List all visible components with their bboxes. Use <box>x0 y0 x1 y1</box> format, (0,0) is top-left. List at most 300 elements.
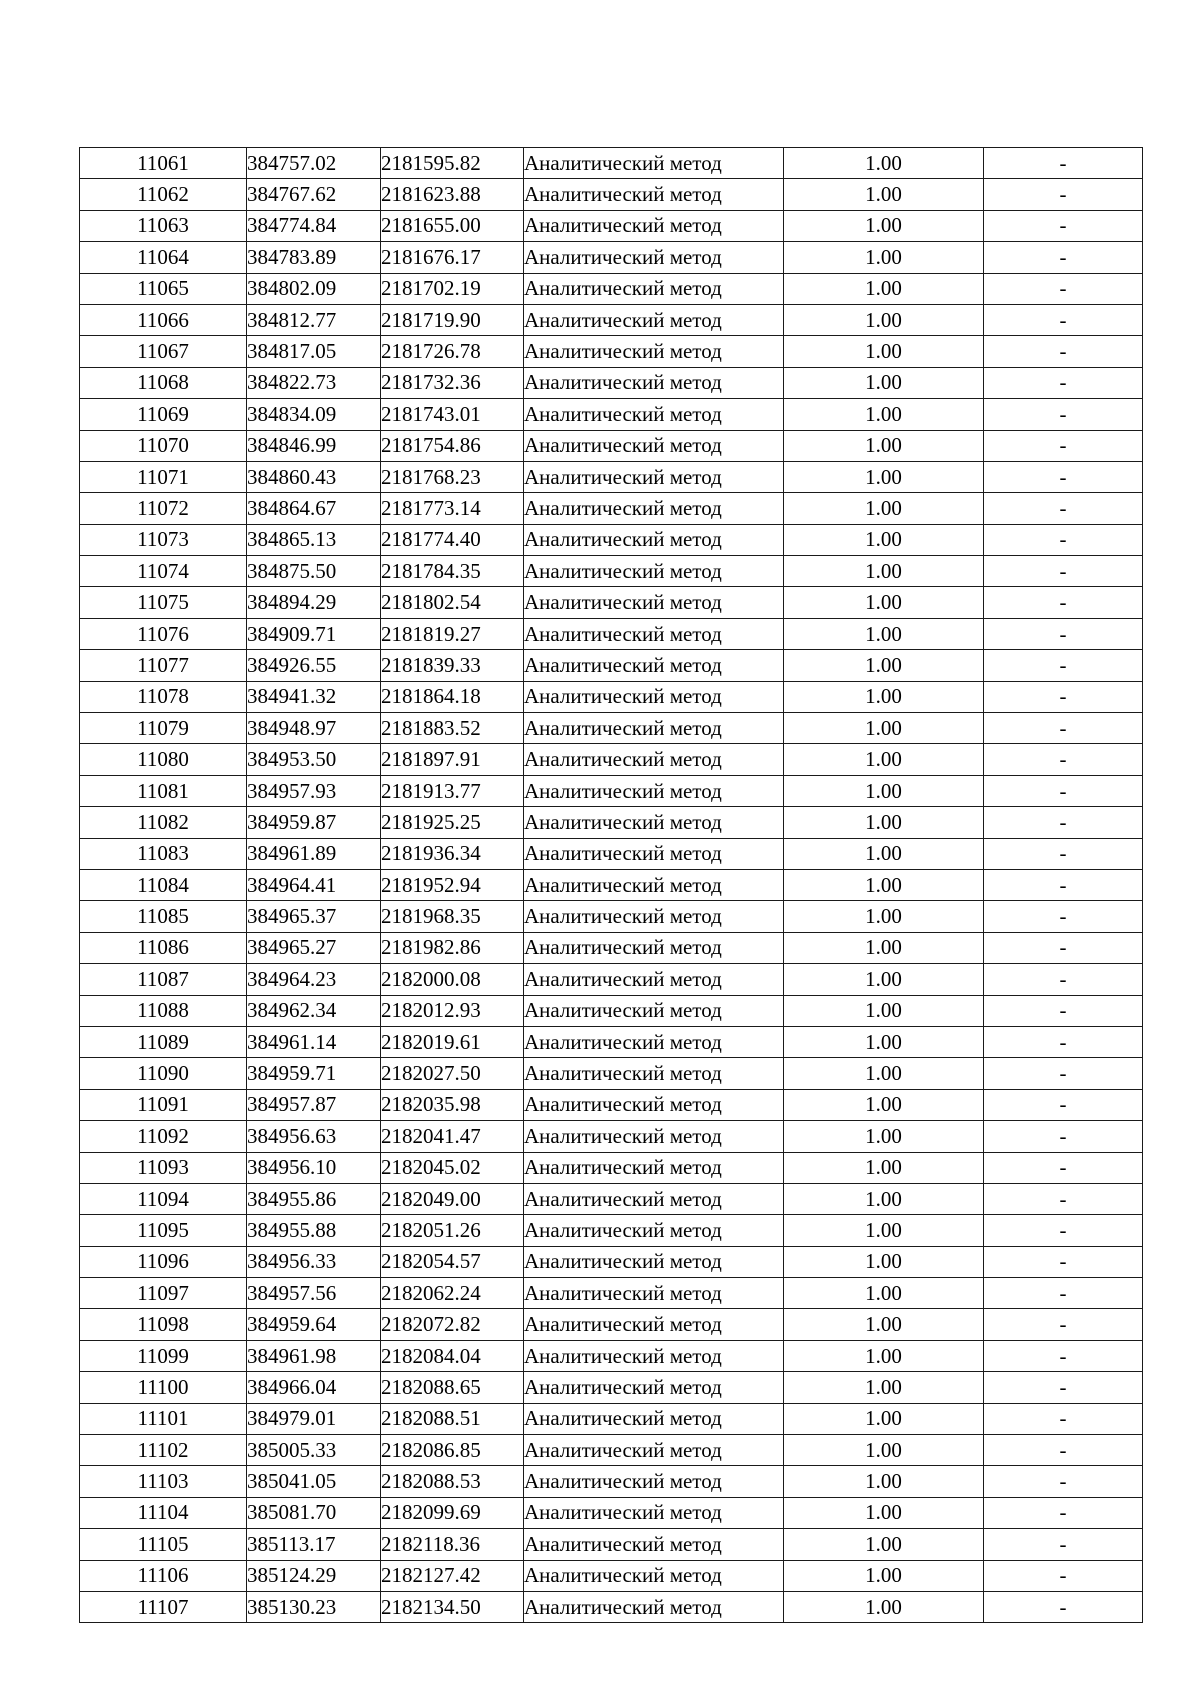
note-cell: - <box>984 1058 1143 1089</box>
method-cell: Аналитический метод <box>524 304 784 335</box>
point-number-cell: 11087 <box>80 964 247 995</box>
point-number-cell: 11084 <box>80 869 247 900</box>
table-row <box>80 1340 1143 1371</box>
accuracy-cell: 1.00 <box>784 1152 984 1183</box>
note-cell: - <box>984 932 1143 963</box>
accuracy-cell: 1.00 <box>784 1560 984 1591</box>
accuracy-cell: 1.00 <box>784 273 984 304</box>
method-cell: Аналитический метод <box>524 1246 784 1277</box>
accuracy-cell: 1.00 <box>784 399 984 430</box>
note-cell: - <box>984 304 1143 335</box>
x-coordinate-cell: 385124.29 <box>247 1560 381 1591</box>
y-coordinate-cell: 2181864.18 <box>381 681 524 712</box>
note-cell: - <box>984 1529 1143 1560</box>
table-row <box>80 744 1143 775</box>
point-number-cell: 11085 <box>80 901 247 932</box>
table-row <box>80 995 1143 1026</box>
note-cell: - <box>984 1466 1143 1497</box>
method-cell: Аналитический метод <box>524 964 784 995</box>
x-coordinate-cell: 384962.34 <box>247 995 381 1026</box>
table-row <box>80 524 1143 555</box>
note-cell: - <box>984 556 1143 587</box>
y-coordinate-cell: 2182062.24 <box>381 1278 524 1309</box>
point-number-cell: 11099 <box>80 1340 247 1371</box>
y-coordinate-cell: 2182118.36 <box>381 1529 524 1560</box>
y-coordinate-cell: 2182051.26 <box>381 1215 524 1246</box>
table-row <box>80 1591 1143 1622</box>
accuracy-cell: 1.00 <box>784 587 984 618</box>
x-coordinate-cell: 384965.27 <box>247 932 381 963</box>
y-coordinate-cell: 2182086.85 <box>381 1435 524 1466</box>
accuracy-cell: 1.00 <box>784 901 984 932</box>
table-row <box>80 964 1143 995</box>
point-number-cell: 11102 <box>80 1435 247 1466</box>
x-coordinate-cell: 384767.62 <box>247 179 381 210</box>
point-number-cell: 11106 <box>80 1560 247 1591</box>
note-cell: - <box>984 838 1143 869</box>
x-coordinate-cell: 384956.63 <box>247 1121 381 1152</box>
table-row <box>80 869 1143 900</box>
note-cell: - <box>984 493 1143 524</box>
point-number-cell: 11094 <box>80 1183 247 1214</box>
table-row <box>80 713 1143 744</box>
accuracy-cell: 1.00 <box>784 1089 984 1120</box>
table-row <box>80 273 1143 304</box>
note-cell: - <box>984 869 1143 900</box>
x-coordinate-cell: 384959.87 <box>247 807 381 838</box>
table-row <box>80 1215 1143 1246</box>
y-coordinate-cell: 2181743.01 <box>381 399 524 430</box>
point-number-cell: 11063 <box>80 210 247 241</box>
note-cell: - <box>984 587 1143 618</box>
coordinates-table <box>79 147 1143 1623</box>
method-cell: Аналитический метод <box>524 336 784 367</box>
point-number-cell: 11071 <box>80 461 247 492</box>
table-row <box>80 1246 1143 1277</box>
note-cell: - <box>984 148 1143 179</box>
method-cell: Аналитический метод <box>524 556 784 587</box>
y-coordinate-cell: 2182134.50 <box>381 1591 524 1622</box>
y-coordinate-cell: 2181702.19 <box>381 273 524 304</box>
accuracy-cell: 1.00 <box>784 179 984 210</box>
x-coordinate-cell: 384965.37 <box>247 901 381 932</box>
note-cell: - <box>984 1246 1143 1277</box>
note-cell: - <box>984 430 1143 461</box>
table-row <box>80 901 1143 932</box>
point-number-cell: 11072 <box>80 493 247 524</box>
table-row <box>80 1372 1143 1403</box>
y-coordinate-cell: 2182054.57 <box>381 1246 524 1277</box>
note-cell: - <box>984 399 1143 430</box>
y-coordinate-cell: 2182035.98 <box>381 1089 524 1120</box>
accuracy-cell: 1.00 <box>784 556 984 587</box>
y-coordinate-cell: 2181952.94 <box>381 869 524 900</box>
accuracy-cell: 1.00 <box>784 1183 984 1214</box>
accuracy-cell: 1.00 <box>784 838 984 869</box>
method-cell: Аналитический метод <box>524 1435 784 1466</box>
point-number-cell: 11069 <box>80 399 247 430</box>
method-cell: Аналитический метод <box>524 713 784 744</box>
method-cell: Аналитический метод <box>524 399 784 430</box>
accuracy-cell: 1.00 <box>784 336 984 367</box>
accuracy-cell: 1.00 <box>784 210 984 241</box>
note-cell: - <box>984 901 1143 932</box>
accuracy-cell: 1.00 <box>784 430 984 461</box>
point-number-cell: 11065 <box>80 273 247 304</box>
point-number-cell: 11104 <box>80 1497 247 1528</box>
x-coordinate-cell: 384865.13 <box>247 524 381 555</box>
y-coordinate-cell: 2182027.50 <box>381 1058 524 1089</box>
point-number-cell: 11068 <box>80 367 247 398</box>
point-number-cell: 11079 <box>80 713 247 744</box>
table-row <box>80 1435 1143 1466</box>
accuracy-cell: 1.00 <box>784 744 984 775</box>
note-cell: - <box>984 744 1143 775</box>
x-coordinate-cell: 384955.88 <box>247 1215 381 1246</box>
accuracy-cell: 1.00 <box>784 1340 984 1371</box>
x-coordinate-cell: 384875.50 <box>247 556 381 587</box>
table-row <box>80 1403 1143 1434</box>
point-number-cell: 11083 <box>80 838 247 869</box>
accuracy-cell: 1.00 <box>784 807 984 838</box>
method-cell: Аналитический метод <box>524 493 784 524</box>
y-coordinate-cell: 2181655.00 <box>381 210 524 241</box>
x-coordinate-cell: 384955.86 <box>247 1183 381 1214</box>
table-row <box>80 932 1143 963</box>
note-cell: - <box>984 995 1143 1026</box>
table-row <box>80 618 1143 649</box>
accuracy-cell: 1.00 <box>784 681 984 712</box>
note-cell: - <box>984 524 1143 555</box>
x-coordinate-cell: 384783.89 <box>247 242 381 273</box>
table-row <box>80 179 1143 210</box>
point-number-cell: 11096 <box>80 1246 247 1277</box>
table-row <box>80 1058 1143 1089</box>
method-cell: Аналитический метод <box>524 995 784 1026</box>
point-number-cell: 11081 <box>80 775 247 806</box>
method-cell: Аналитический метод <box>524 1183 784 1214</box>
point-number-cell: 11075 <box>80 587 247 618</box>
table-row <box>80 587 1143 618</box>
table-row <box>80 242 1143 273</box>
table-row <box>80 304 1143 335</box>
point-number-cell: 11107 <box>80 1591 247 1622</box>
table-row <box>80 399 1143 430</box>
x-coordinate-cell: 384966.04 <box>247 1372 381 1403</box>
accuracy-cell: 1.00 <box>784 367 984 398</box>
table-row <box>80 1466 1143 1497</box>
note-cell: - <box>984 713 1143 744</box>
point-number-cell: 11077 <box>80 650 247 681</box>
x-coordinate-cell: 384959.71 <box>247 1058 381 1089</box>
method-cell: Аналитический метод <box>524 1215 784 1246</box>
x-coordinate-cell: 385005.33 <box>247 1435 381 1466</box>
point-number-cell: 11088 <box>80 995 247 1026</box>
x-coordinate-cell: 384959.64 <box>247 1309 381 1340</box>
table-row <box>80 1026 1143 1057</box>
method-cell: Аналитический метод <box>524 1403 784 1434</box>
table-row <box>80 1152 1143 1183</box>
accuracy-cell: 1.00 <box>784 1121 984 1152</box>
y-coordinate-cell: 2181982.86 <box>381 932 524 963</box>
method-cell: Аналитический метод <box>524 1058 784 1089</box>
table-row <box>80 1183 1143 1214</box>
y-coordinate-cell: 2181726.78 <box>381 336 524 367</box>
note-cell: - <box>984 775 1143 806</box>
note-cell: - <box>984 1309 1143 1340</box>
point-number-cell: 11076 <box>80 618 247 649</box>
method-cell: Аналитический метод <box>524 1152 784 1183</box>
method-cell: Аналитический метод <box>524 744 784 775</box>
x-coordinate-cell: 384757.02 <box>247 148 381 179</box>
x-coordinate-cell: 384961.98 <box>247 1340 381 1371</box>
note-cell: - <box>984 210 1143 241</box>
method-cell: Аналитический метод <box>524 367 784 398</box>
method-cell: Аналитический метод <box>524 838 784 869</box>
x-coordinate-cell: 384948.97 <box>247 713 381 744</box>
table-row <box>80 1529 1143 1560</box>
y-coordinate-cell: 2181732.36 <box>381 367 524 398</box>
point-number-cell: 11074 <box>80 556 247 587</box>
method-cell: Аналитический метод <box>524 273 784 304</box>
coordinates-table-body <box>80 148 1143 1623</box>
method-cell: Аналитический метод <box>524 524 784 555</box>
y-coordinate-cell: 2181819.27 <box>381 618 524 649</box>
y-coordinate-cell: 2181897.91 <box>381 744 524 775</box>
x-coordinate-cell: 384979.01 <box>247 1403 381 1434</box>
method-cell: Аналитический метод <box>524 242 784 273</box>
method-cell: Аналитический метод <box>524 869 784 900</box>
point-number-cell: 11061 <box>80 148 247 179</box>
method-cell: Аналитический метод <box>524 1560 784 1591</box>
y-coordinate-cell: 2181784.35 <box>381 556 524 587</box>
note-cell: - <box>984 367 1143 398</box>
table-row <box>80 1121 1143 1152</box>
point-number-cell: 11095 <box>80 1215 247 1246</box>
x-coordinate-cell: 384834.09 <box>247 399 381 430</box>
accuracy-cell: 1.00 <box>784 1026 984 1057</box>
method-cell: Аналитический метод <box>524 807 784 838</box>
accuracy-cell: 1.00 <box>784 461 984 492</box>
accuracy-cell: 1.00 <box>784 1309 984 1340</box>
method-cell: Аналитический метод <box>524 1309 784 1340</box>
method-cell: Аналитический метод <box>524 681 784 712</box>
method-cell: Аналитический метод <box>524 775 784 806</box>
table-row <box>80 1560 1143 1591</box>
accuracy-cell: 1.00 <box>784 995 984 1026</box>
method-cell: Аналитический метод <box>524 1026 784 1057</box>
note-cell: - <box>984 681 1143 712</box>
accuracy-cell: 1.00 <box>784 1435 984 1466</box>
note-cell: - <box>984 1089 1143 1120</box>
accuracy-cell: 1.00 <box>784 964 984 995</box>
table-row <box>80 807 1143 838</box>
x-coordinate-cell: 384957.56 <box>247 1278 381 1309</box>
x-coordinate-cell: 384956.33 <box>247 1246 381 1277</box>
y-coordinate-cell: 2182012.93 <box>381 995 524 1026</box>
y-coordinate-cell: 2181595.82 <box>381 148 524 179</box>
method-cell: Аналитический метод <box>524 932 784 963</box>
table-row <box>80 148 1143 179</box>
method-cell: Аналитический метод <box>524 1340 784 1371</box>
table-row <box>80 775 1143 806</box>
accuracy-cell: 1.00 <box>784 1529 984 1560</box>
accuracy-cell: 1.00 <box>784 1403 984 1434</box>
accuracy-cell: 1.00 <box>784 524 984 555</box>
accuracy-cell: 1.00 <box>784 713 984 744</box>
note-cell: - <box>984 807 1143 838</box>
accuracy-cell: 1.00 <box>784 1058 984 1089</box>
table-row <box>80 210 1143 241</box>
x-coordinate-cell: 385130.23 <box>247 1591 381 1622</box>
y-coordinate-cell: 2182099.69 <box>381 1497 524 1528</box>
point-number-cell: 11098 <box>80 1309 247 1340</box>
point-number-cell: 11066 <box>80 304 247 335</box>
table-row <box>80 367 1143 398</box>
note-cell: - <box>984 1591 1143 1622</box>
x-coordinate-cell: 384961.14 <box>247 1026 381 1057</box>
note-cell: - <box>984 1215 1143 1246</box>
y-coordinate-cell: 2181676.17 <box>381 242 524 273</box>
y-coordinate-cell: 2182088.53 <box>381 1466 524 1497</box>
point-number-cell: 11080 <box>80 744 247 775</box>
accuracy-cell: 1.00 <box>784 148 984 179</box>
x-coordinate-cell: 384822.73 <box>247 367 381 398</box>
point-number-cell: 11067 <box>80 336 247 367</box>
accuracy-cell: 1.00 <box>784 304 984 335</box>
method-cell: Аналитический метод <box>524 148 784 179</box>
point-number-cell: 11070 <box>80 430 247 461</box>
y-coordinate-cell: 2181883.52 <box>381 713 524 744</box>
point-number-cell: 11078 <box>80 681 247 712</box>
method-cell: Аналитический метод <box>524 1372 784 1403</box>
x-coordinate-cell: 384953.50 <box>247 744 381 775</box>
note-cell: - <box>984 1560 1143 1591</box>
table-row <box>80 1278 1143 1309</box>
accuracy-cell: 1.00 <box>784 869 984 900</box>
point-number-cell: 11103 <box>80 1466 247 1497</box>
method-cell: Аналитический метод <box>524 1497 784 1528</box>
accuracy-cell: 1.00 <box>784 1497 984 1528</box>
accuracy-cell: 1.00 <box>784 618 984 649</box>
method-cell: Аналитический метод <box>524 179 784 210</box>
y-coordinate-cell: 2182019.61 <box>381 1026 524 1057</box>
y-coordinate-cell: 2181913.77 <box>381 775 524 806</box>
table-row <box>80 336 1143 367</box>
x-coordinate-cell: 384894.29 <box>247 587 381 618</box>
y-coordinate-cell: 2182084.04 <box>381 1340 524 1371</box>
note-cell: - <box>984 1026 1143 1057</box>
x-coordinate-cell: 385113.17 <box>247 1529 381 1560</box>
x-coordinate-cell: 384964.23 <box>247 964 381 995</box>
y-coordinate-cell: 2182127.42 <box>381 1560 524 1591</box>
accuracy-cell: 1.00 <box>784 1591 984 1622</box>
y-coordinate-cell: 2182072.82 <box>381 1309 524 1340</box>
x-coordinate-cell: 384957.93 <box>247 775 381 806</box>
point-number-cell: 11089 <box>80 1026 247 1057</box>
accuracy-cell: 1.00 <box>784 1466 984 1497</box>
accuracy-cell: 1.00 <box>784 775 984 806</box>
x-coordinate-cell: 384817.05 <box>247 336 381 367</box>
y-coordinate-cell: 2182049.00 <box>381 1183 524 1214</box>
method-cell: Аналитический метод <box>524 430 784 461</box>
point-number-cell: 11064 <box>80 242 247 273</box>
note-cell: - <box>984 1497 1143 1528</box>
note-cell: - <box>984 1435 1143 1466</box>
note-cell: - <box>984 650 1143 681</box>
method-cell: Аналитический метод <box>524 1466 784 1497</box>
accuracy-cell: 1.00 <box>784 242 984 273</box>
note-cell: - <box>984 1121 1143 1152</box>
table-row <box>80 838 1143 869</box>
x-coordinate-cell: 385081.70 <box>247 1497 381 1528</box>
method-cell: Аналитический метод <box>524 1591 784 1622</box>
x-coordinate-cell: 384964.41 <box>247 869 381 900</box>
table-row <box>80 1089 1143 1120</box>
method-cell: Аналитический метод <box>524 1529 784 1560</box>
x-coordinate-cell: 384957.87 <box>247 1089 381 1120</box>
point-number-cell: 11082 <box>80 807 247 838</box>
y-coordinate-cell: 2182088.65 <box>381 1372 524 1403</box>
note-cell: - <box>984 179 1143 210</box>
accuracy-cell: 1.00 <box>784 1278 984 1309</box>
table-row <box>80 650 1143 681</box>
x-coordinate-cell: 384774.84 <box>247 210 381 241</box>
note-cell: - <box>984 461 1143 492</box>
y-coordinate-cell: 2181774.40 <box>381 524 524 555</box>
note-cell: - <box>984 964 1143 995</box>
table-row <box>80 493 1143 524</box>
table-row <box>80 461 1143 492</box>
y-coordinate-cell: 2182045.02 <box>381 1152 524 1183</box>
x-coordinate-cell: 384860.43 <box>247 461 381 492</box>
point-number-cell: 11062 <box>80 179 247 210</box>
note-cell: - <box>984 1278 1143 1309</box>
x-coordinate-cell: 385041.05 <box>247 1466 381 1497</box>
note-cell: - <box>984 618 1143 649</box>
y-coordinate-cell: 2181768.23 <box>381 461 524 492</box>
table-row <box>80 1309 1143 1340</box>
x-coordinate-cell: 384956.10 <box>247 1152 381 1183</box>
method-cell: Аналитический метод <box>524 1121 784 1152</box>
x-coordinate-cell: 384846.99 <box>247 430 381 461</box>
method-cell: Аналитический метод <box>524 587 784 618</box>
point-number-cell: 11091 <box>80 1089 247 1120</box>
method-cell: Аналитический метод <box>524 210 784 241</box>
table-row <box>80 1497 1143 1528</box>
method-cell: Аналитический метод <box>524 650 784 681</box>
x-coordinate-cell: 384941.32 <box>247 681 381 712</box>
note-cell: - <box>984 1340 1143 1371</box>
point-number-cell: 11100 <box>80 1372 247 1403</box>
method-cell: Аналитический метод <box>524 618 784 649</box>
x-coordinate-cell: 384961.89 <box>247 838 381 869</box>
note-cell: - <box>984 336 1143 367</box>
accuracy-cell: 1.00 <box>784 932 984 963</box>
table-row <box>80 430 1143 461</box>
point-number-cell: 11086 <box>80 932 247 963</box>
point-number-cell: 11093 <box>80 1152 247 1183</box>
accuracy-cell: 1.00 <box>784 650 984 681</box>
note-cell: - <box>984 1372 1143 1403</box>
x-coordinate-cell: 384926.55 <box>247 650 381 681</box>
y-coordinate-cell: 2182041.47 <box>381 1121 524 1152</box>
note-cell: - <box>984 273 1143 304</box>
y-coordinate-cell: 2181719.90 <box>381 304 524 335</box>
y-coordinate-cell: 2181839.33 <box>381 650 524 681</box>
point-number-cell: 11101 <box>80 1403 247 1434</box>
point-number-cell: 11092 <box>80 1121 247 1152</box>
